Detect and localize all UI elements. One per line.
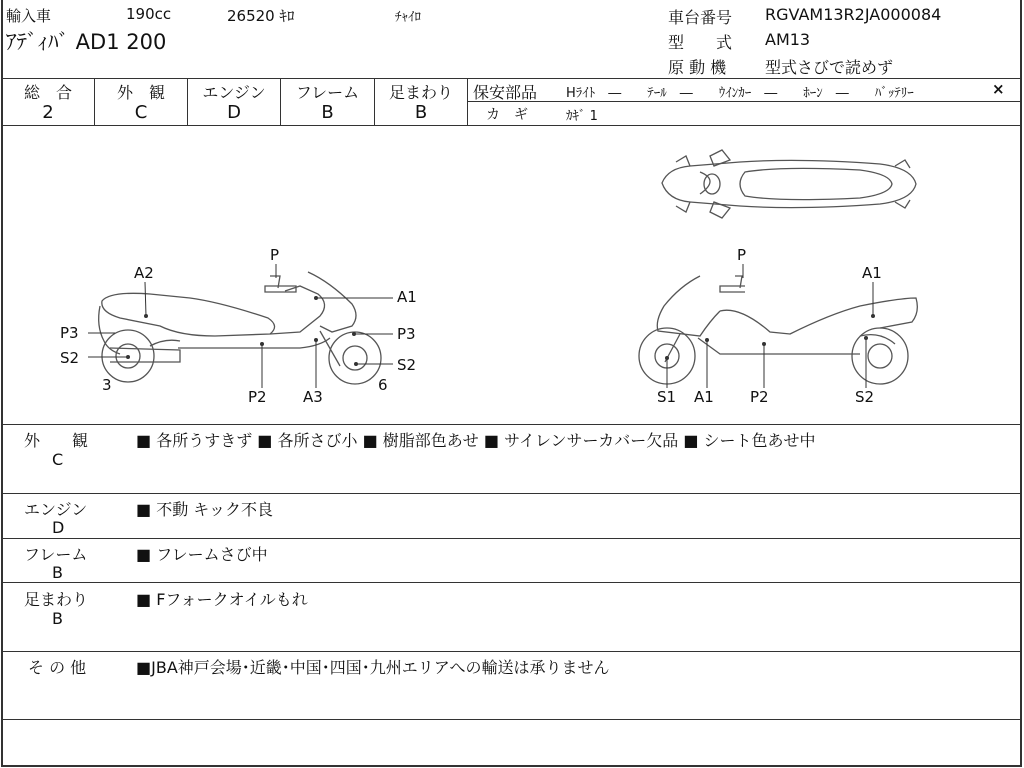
frame-no: RGVAM13R2JA000084 (765, 5, 942, 24)
key-label: カ ギ (486, 107, 528, 123)
left-label-S2-front: S2 (397, 356, 417, 374)
right-label-S2: S2 (855, 388, 875, 406)
grade-exterior-value: C (134, 102, 148, 123)
remark-exterior-label: 外 観 (24, 431, 89, 450)
remark-engine-text: ■ 不動 キック不良 (136, 500, 273, 519)
divider (1, 651, 1022, 652)
remark-engine-label: エンジン (24, 500, 88, 519)
remark-suspension-label: 足まわり (24, 590, 89, 609)
damage-diagram (0, 126, 1024, 426)
grade-engine-label: エンジン (202, 83, 266, 102)
remark-frame-grade: B (52, 563, 63, 582)
remark-frame-text: ■ フレームさび中 (136, 545, 268, 564)
right-label-A1-top: A1 (862, 264, 882, 282)
divider (1, 493, 1022, 494)
left-label-A3: A3 (303, 388, 323, 406)
left-label-P3-rear: P3 (60, 324, 79, 342)
right-label-S1: S1 (657, 388, 677, 406)
key-value: ｶｷﾞ 1 (566, 109, 598, 124)
mileage: 26520 ｷﾛ (227, 7, 295, 25)
displacement: 190cc (126, 5, 172, 23)
battery-missing-mark: × (992, 80, 1005, 98)
remark-frame-label: フレーム (24, 545, 88, 564)
left-label-P: P (270, 246, 280, 264)
divider (1, 78, 1022, 79)
import-label: 輸入車 (6, 7, 52, 25)
left-label-A1: A1 (397, 288, 417, 306)
divider (467, 78, 468, 125)
right-label-P2: P2 (750, 388, 769, 406)
grade-overall-value: 2 (42, 102, 54, 123)
grade-suspension-label: 足まわり (388, 83, 453, 102)
left-label-P2: P2 (248, 388, 267, 406)
safety-items: Hﾗｲﾄ ― ﾃｰﾙ ― ｳｲﾝｶｰ ― ﾎｰﾝ ― ﾊﾞｯﾃﾘｰ (566, 86, 914, 101)
type-value: AM13 (765, 30, 811, 49)
safety-label: 保安部品 (473, 83, 538, 102)
grade-engine-value: D (227, 102, 241, 123)
divider (1, 538, 1022, 539)
grade-frame-label: フレーム (295, 83, 360, 102)
divider (1, 582, 1022, 583)
scooter-top-view (662, 150, 916, 218)
remark-other-text: ■JBA神戸会場･近畿･中国･四国･九州エリアへの輸送は承りません (136, 658, 610, 677)
scooter-left-side-view (99, 272, 381, 384)
frame-no-label: 車台番号 (668, 8, 733, 27)
remark-suspension-text: ■ Fフォークオイルもれ (136, 590, 308, 609)
grade-overall-label: 総 合 (23, 83, 72, 102)
left-label-P3-front: P3 (397, 325, 416, 343)
right-label-A1-bottom: A1 (694, 388, 714, 406)
model-name: ｱﾃﾞｨﾊﾞ AD1 200 (6, 30, 167, 54)
grade-suspension-value: B (414, 102, 428, 123)
scooter-right-side-view (639, 276, 917, 384)
divider (1, 719, 1022, 720)
remark-engine-grade: D (52, 518, 65, 537)
remark-suspension-grade: B (52, 609, 63, 628)
remark-exterior-grade: C (52, 450, 64, 469)
left-label-A2: A2 (134, 264, 154, 282)
type-label: 型 式 (668, 33, 733, 52)
grade-frame-value: B (321, 102, 334, 123)
color: ﾁｬｲﾛ (395, 10, 421, 25)
left-label-6: 6 (378, 376, 388, 394)
divider (468, 101, 1022, 102)
right-label-P: P (737, 246, 747, 264)
grade-exterior-label: 外 観 (116, 83, 165, 102)
left-label-3: 3 (102, 376, 112, 394)
engine-label: 原 動 機 (668, 58, 727, 77)
left-label-S2-rear: S2 (60, 349, 80, 367)
engine-value: 型式さびで読めず (765, 58, 894, 77)
remark-exterior-text: ■ 各所うすきず ■ 各所さび小 ■ 樹脂部色あせ ■ サイレンサーカバー欠品 ■ シート色あせ中 (136, 431, 816, 450)
remark-other-label: そ の 他 (28, 658, 87, 677)
